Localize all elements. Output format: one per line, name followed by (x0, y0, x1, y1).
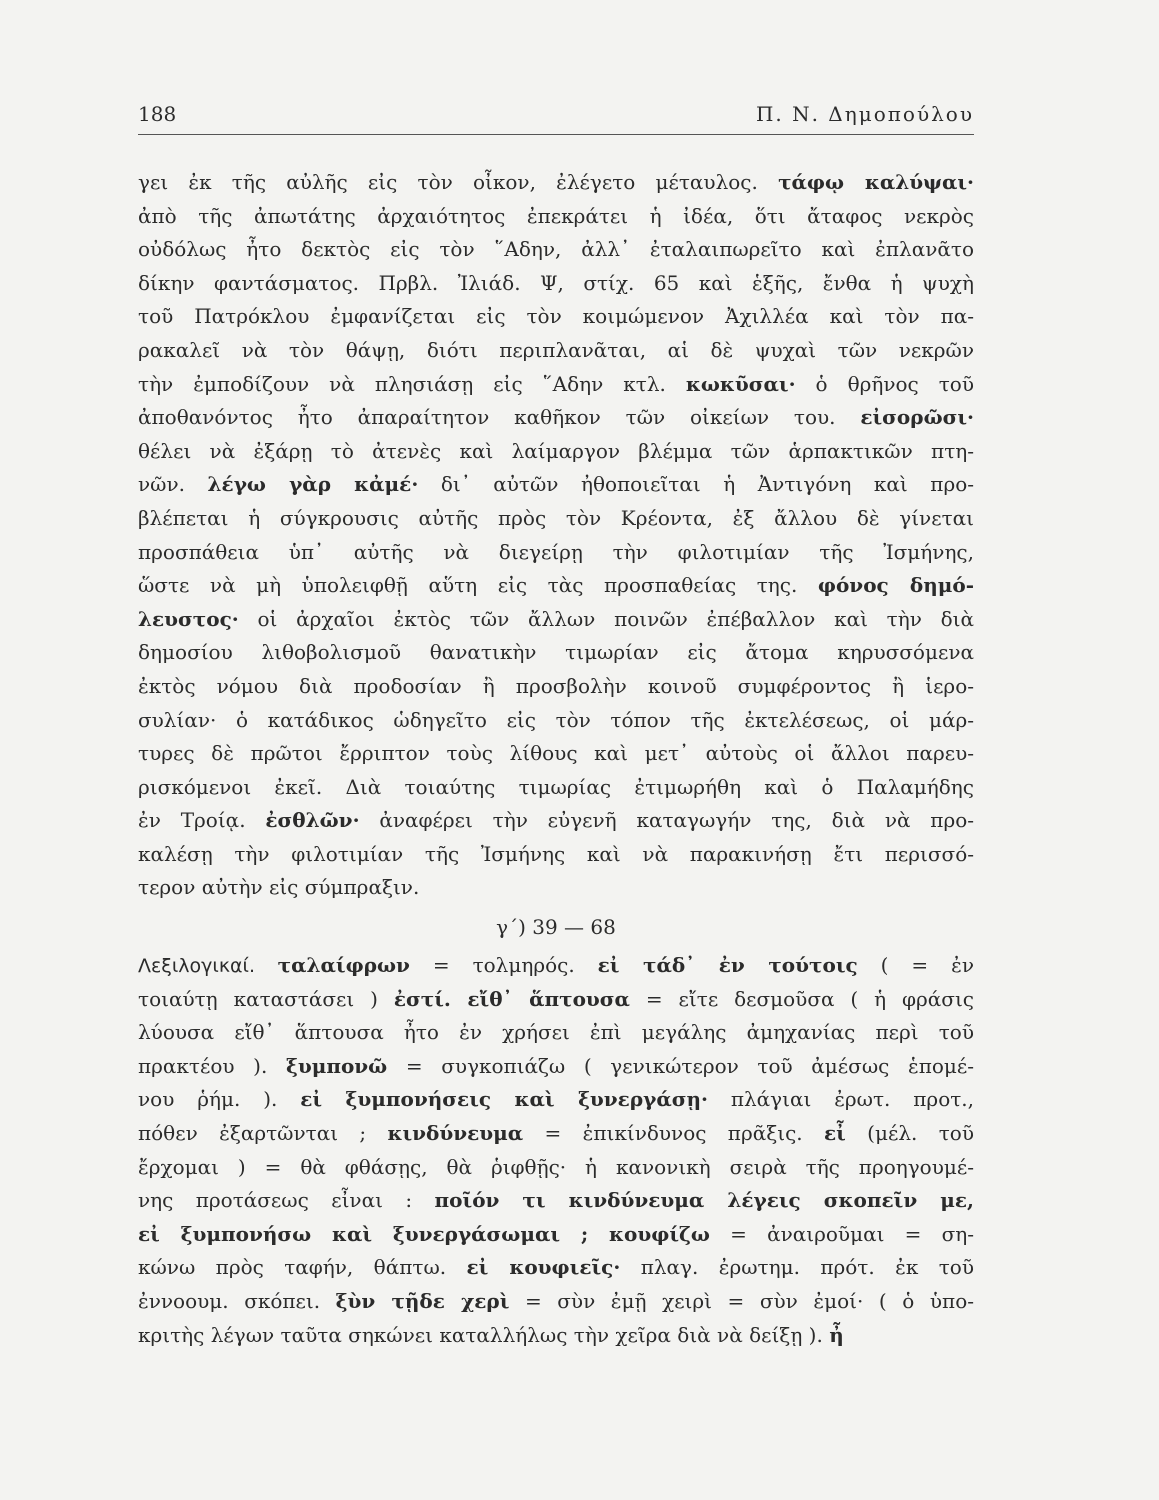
page-header (138, 100, 974, 135)
text-segment: δημοσίου λιθοβολισμοῦ θανατικὴν τιμωρίαν εἰς ἄτομα κηρυσσόμενα (138, 640, 974, 665)
text-line (138, 949, 974, 983)
text-segment: τερον αὐτὴν εἰς σύμπραξιν. (138, 875, 420, 900)
lemma: ἐστί. εἴθ᾽ ἅπτουσα (393, 986, 630, 1011)
text-segment: ἐν Τροίᾳ. (138, 808, 266, 833)
text-segment: ἀναφέρει τὴν εὐγενῆ καταγωγήν της, διὰ νὰ προ- (359, 808, 974, 833)
text-line (138, 368, 974, 402)
text-segment: πρακτέου ). (138, 1053, 286, 1078)
text-segment: δι᾽ αὐτῶν ἠθοποιεῖται ἡ Ἀντιγόνη καὶ προ- (418, 472, 974, 497)
lemma: κωκῦσαι· (685, 371, 796, 396)
text-segment: πλαγ. ἐρωτημ. πρότ. ἐκ τοῦ (620, 1255, 974, 1280)
text-line (138, 502, 974, 536)
text-segment: = τολμηρός. (409, 953, 598, 978)
text-line (138, 838, 974, 872)
body-text (138, 166, 974, 1352)
text-line (138, 1251, 974, 1285)
text-line (138, 233, 974, 267)
text-line (138, 435, 974, 469)
lemma: κινδύνευμα (387, 1121, 524, 1146)
text-segment: = ἐπικίνδυνος πρᾶξις. (523, 1121, 824, 1146)
text-segment: ὥστε νὰ μὴ ὑπολειφθῇ αὕτη εἰς τὰς προσπαθείας της. (138, 573, 818, 598)
lemma: τάφῳ καλύψαι· (778, 170, 974, 194)
text-segment: (μέλ. τοῦ (845, 1121, 974, 1146)
text-segment: θέλει νὰ ἐξάρῃ τὸ ἀτενὲς καὶ λαίμαργον βλέμμα τῶν ἁρπακτικῶν πτη- (138, 438, 974, 463)
text-line (138, 267, 974, 301)
text-segment: ( = ἐν (857, 953, 974, 978)
text-segment: ὁ θρῆνος τοῦ (795, 371, 974, 396)
commentary-paragraph (138, 166, 974, 905)
text-segment: ἀποθανόντος ἦτο ἀπαραίτητον καθῆκον τῶν οἰκείων του. (138, 405, 861, 430)
lemma: εἶ (823, 1121, 846, 1146)
page-number: 188 (138, 102, 177, 126)
text-line (138, 737, 974, 771)
text-segment: ἀπὸ τῆς ἀπωτάτης ἀρχαιότητος ἐπεκράτει ἡ ἰδέα, ὅτι ἄταφος νεκρὸς (138, 203, 974, 228)
text-segment: ρακαλεῖ νὰ τὸν θάψῃ, διότι περιπλανᾶται, αἱ δὲ ψυχαὶ τῶν νεκρῶν (138, 337, 974, 362)
text-segment: τὴν ἐμποδίζουν νὰ πλησιάσῃ εἰς ῞Αδην κτλ. (138, 371, 686, 396)
text-segment: κώνω πρὸς ταφήν, θάπτω. (138, 1255, 467, 1280)
text-line (138, 1319, 974, 1353)
running-title: Π. Ν. Δημοπούλου (755, 102, 974, 126)
text-line (138, 603, 974, 637)
lemma: λευστος· (138, 606, 239, 631)
text-line (138, 771, 974, 805)
lemma: ἐσθλῶν· (265, 808, 360, 833)
text-segment: = εἴτε δεσμοῦσα ( ἡ φράσις (629, 986, 974, 1011)
text-segment: = σὺν ἐμῇ χειρὶ = σὺν ἐμοί· ( ὁ ὑπο- (509, 1289, 974, 1313)
text-line (138, 871, 974, 905)
text-segment: κριτὴς λέγων ταῦτα σηκώνει καταλλήλως τὴν χεῖρα διὰ νὰ δείξῃ ). (138, 1322, 830, 1347)
lemma: ταλαίφρων (277, 953, 410, 978)
lemma: εἰ ξυμπονήσω καὶ ξυνεργάσωμαι ; κουφίζω (138, 1221, 710, 1246)
vocabulary-paragraph (138, 949, 974, 1352)
text-segment: ρισκόμενοι ἐκεῖ. Διὰ τοιαύτης τιμωρίας ἐτιμωρήθη καὶ ὁ Παλαμήδης (138, 774, 974, 799)
text-segment: νῶν. (138, 472, 208, 497)
text-line (138, 166, 974, 200)
lemma: ἦ (829, 1322, 844, 1347)
lemma: εἰ τάδ᾽ ἐν τούτοις (597, 953, 858, 978)
text-segment: καλέσῃ τὴν φιλοτιμίαν τῆς Ἰσμήνης καὶ νὰ παρακινήσῃ ἔτι περισσό- (138, 841, 974, 866)
text-segment: ἔρχομαι ) = θὰ φθάσῃς, θὰ ῥιφθῇς· ἡ κανονικὴ σειρὰ τῆς προηγουμέ- (138, 1154, 974, 1179)
text-segment: = συγκοπιάζω ( γενικώτερον τοῦ ἀμέσως ἑπομέ- (387, 1053, 974, 1078)
text-line (138, 1285, 974, 1319)
text-segment: τοῦ Πατρόκλου ἐμφανίζεται εἰς τὸν κοιμώμενον Ἀχιλλέα καὶ τὸν πα- (138, 304, 974, 329)
text-line (138, 636, 974, 670)
lemma: εἰσορῶσι· (860, 405, 974, 430)
lemma: λέγω γὰρ κἀμέ· (207, 472, 419, 497)
text-line (138, 300, 974, 334)
text-line (138, 1218, 974, 1252)
text-segment: νου ῥήμ. ). (138, 1087, 301, 1112)
text-segment: = ἀναιροῦμαι = ση- (709, 1221, 974, 1246)
text-segment: προσπάθεια ὑπ᾽ αὐτῆς νὰ διεγείρῃ τὴν φιλοτιμίαν τῆς Ἰσμήνης, (138, 539, 974, 564)
text-segment: πόθεν ἐξαρτῶνται ; (138, 1121, 388, 1146)
text-segment: βλέπεται ἡ σύγκρουσις αὐτῆς πρὸς τὸν Κρέοντα, ἐξ ἄλλου δὲ γίνεται (138, 505, 974, 530)
text-segment: λύουσα εἴθ᾽ ἅπτουσα ἦτο ἐν χρήσει ἐπὶ μεγάλης ἀμηχανίας περὶ τοῦ (138, 1020, 974, 1045)
lemma: ξυμπονῶ (285, 1053, 388, 1078)
text-segment: τοιαύτῃ καταστάσει ) (138, 986, 394, 1011)
text-line (138, 1117, 974, 1151)
text-line (138, 804, 974, 838)
text-segment: Λεξιλογικαί. (138, 955, 278, 978)
text-segment: οἱ ἀρχαῖοι ἐκτὸς τῶν ἄλλων ποινῶν ἐπέβαλλον καὶ τὴν διὰ (238, 606, 974, 631)
section-heading: γ΄) 39 — 68 (496, 915, 616, 940)
text-segment: τυρες δὲ πρῶτοι ἔρριπτον τοὺς λίθους καὶ μετ᾽ αὐτοὺς οἱ ἄλλοι παρευ- (138, 741, 974, 766)
text-segment: δίκην φαντάσματος. Πρβλ. Ἰλιάδ. Ψ, στίχ. 65 καὶ ἑξῆς, ἔνθα ἡ ψυχὴ (138, 270, 974, 295)
text-segment: νης προτάσεως εἶναι : (138, 1188, 435, 1213)
text-segment: πλάγιαι ἐρωτ. προτ., (707, 1087, 974, 1112)
lemma: ξὺν τῇδε χερὶ (335, 1289, 510, 1313)
text-segment: οὐδόλως ἦτο δεκτὸς εἰς τὸν ῞Αδην, ἀλλ᾽ ἐταλαιπωρεῖτο καὶ ἐπλανᾶτο (138, 237, 974, 262)
text-line (138, 334, 974, 368)
text-line (138, 569, 974, 603)
text-segment: ἐκτὸς νόμου διὰ προδοσίαν ἢ προσβολὴν κοινοῦ συμφέροντος ἢ ἱερο- (138, 673, 974, 698)
text-line (138, 1050, 974, 1084)
text-line (138, 670, 974, 704)
lemma: ποῖόν τι κινδύνευμα λέγεις σκοπεῖν με, (434, 1188, 974, 1213)
text-line (138, 1083, 974, 1117)
text-line (138, 536, 974, 570)
text-segment: ἐννοουμ. σκόπει. (138, 1289, 336, 1313)
text-line (138, 983, 974, 1017)
lemma: φόνος δημό- (817, 573, 974, 598)
text-line (138, 200, 974, 234)
lemma: εἰ ξυμπονήσεις καὶ ξυνεργάσῃ· (300, 1087, 708, 1112)
lemma: εἰ κουφιεῖς· (466, 1255, 621, 1280)
text-line (138, 401, 974, 435)
text-segment: συλίαν· ὁ κατάδικος ὡδηγεῖτο εἰς τὸν τόπον τῆς ἐκτελέσεως, οἱ μάρ- (138, 707, 974, 732)
text-line (138, 1016, 974, 1050)
text-line (138, 1184, 974, 1218)
text-segment: γει ἐκ τῆς αὐλῆς εἰς τὸν οἶκον, ἐλέγετο μέταυλος. (138, 170, 779, 194)
text-line (138, 468, 974, 502)
text-line (138, 1151, 974, 1185)
text-line (138, 704, 974, 738)
